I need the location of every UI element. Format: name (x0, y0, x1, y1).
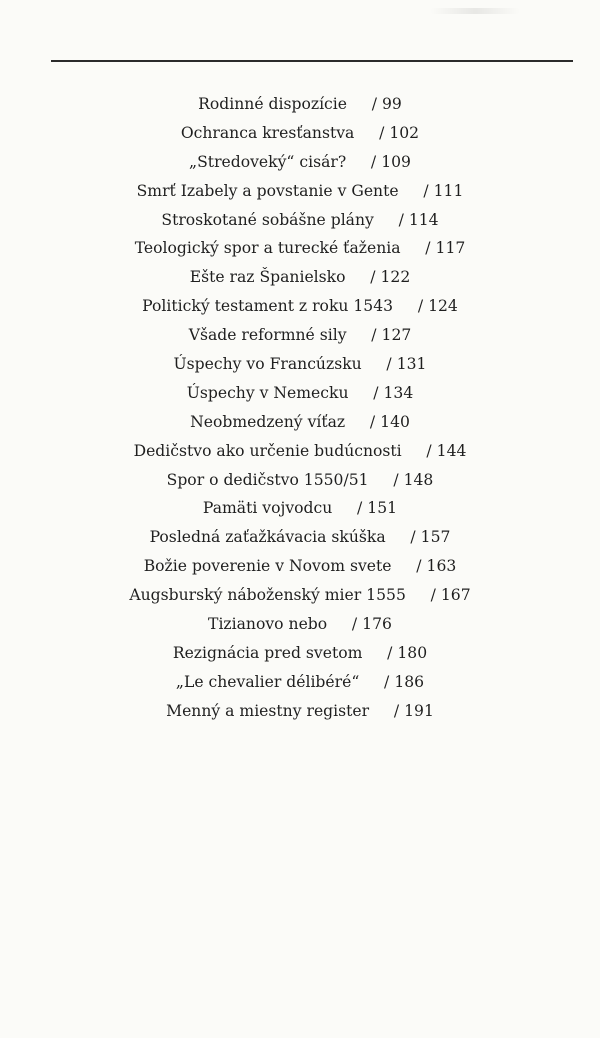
toc-separator: / (370, 152, 377, 171)
toc-page: 176 (362, 615, 392, 634)
toc-separator: / (357, 499, 363, 518)
toc-entry (0, 668, 600, 697)
toc-separator: / (370, 268, 376, 287)
table-of-contents (0, 90, 600, 726)
toc-title: Augsburský náboženský mier 1555 (129, 586, 406, 605)
toc-title: Neobmedzený víťaz (190, 412, 346, 431)
toc-entry (0, 494, 600, 523)
toc-page: 144 (436, 441, 467, 460)
toc-entry (0, 350, 600, 379)
toc-entry (0, 610, 600, 639)
toc-page: 109 (381, 152, 411, 171)
toc-page: 134 (383, 383, 414, 402)
toc-separator: / (379, 123, 385, 142)
page-edge-shadow (430, 8, 520, 14)
toc-separator: / (384, 672, 390, 691)
toc-separator: / (416, 557, 422, 576)
toc-page: 140 (380, 412, 410, 431)
toc-entry (0, 523, 600, 552)
toc-entry (0, 119, 600, 148)
toc-title: Tizianovo nebo (208, 615, 328, 634)
toc-entry (0, 90, 600, 119)
toc-page: 127 (381, 326, 412, 345)
toc-title: Božie poverenie v Novom svete (143, 557, 392, 576)
toc-entry (0, 177, 600, 206)
toc-title: Spor o dedičstvo 1550/51 (166, 470, 369, 489)
toc-separator: / (417, 297, 424, 316)
toc-page: 151 (367, 499, 398, 518)
toc-title: Smrť Izabely a povstanie v Gente (136, 181, 399, 200)
toc-page: 102 (389, 123, 420, 142)
toc-page: 114 (408, 210, 439, 229)
toc-separator: / (426, 441, 432, 460)
toc-entry (0, 148, 600, 177)
toc-entry (0, 408, 600, 437)
toc-separator: / (410, 528, 416, 547)
toc-title: Všade reformné sily (188, 326, 347, 345)
toc-page: 122 (380, 268, 411, 287)
toc-entry (0, 234, 600, 263)
toc-page: 111 (433, 181, 464, 200)
toc-entry (0, 581, 600, 610)
toc-entry (0, 437, 600, 466)
toc-separator: / (387, 643, 393, 662)
toc-page: 117 (435, 239, 466, 258)
toc-entry (0, 466, 600, 495)
toc-page: 148 (403, 470, 434, 489)
toc-entry (0, 697, 600, 726)
toc-title: „Stredoveký“ cisár? (189, 152, 347, 171)
toc-title: Teologický spor a turecké ťaženia (134, 239, 401, 258)
toc-separator: / (373, 383, 379, 402)
toc-title: Rezignácia pred svetom (172, 643, 363, 662)
toc-page: 167 (440, 586, 471, 605)
toc-separator: / (398, 210, 404, 229)
toc-page: 191 (404, 701, 434, 720)
toc-entry (0, 552, 600, 581)
toc-separator: / (393, 701, 400, 720)
toc-title: Rodinné dispozície (198, 95, 348, 113)
toc-page: 157 (420, 528, 451, 547)
toc-page: 180 (397, 643, 428, 662)
toc-page: 186 (394, 672, 425, 691)
toc-page: 124 (428, 297, 458, 316)
toc-page: 99 (382, 95, 402, 113)
toc-title: Ochranca kresťanstva (180, 123, 355, 142)
toc-separator: / (425, 239, 431, 258)
toc-title: Úspechy vo Francúzsku (173, 355, 362, 374)
toc-separator: / (386, 355, 392, 374)
toc-entry (0, 206, 600, 235)
toc-separator: / (423, 181, 429, 200)
toc-separator: / (351, 615, 358, 634)
toc-separator: / (371, 95, 378, 113)
toc-title: Menný a miestny register (166, 701, 370, 720)
toc-title: Stroskotané sobášne plány (161, 210, 374, 229)
toc-title: Posledná zaťažkávacia skúška (149, 528, 386, 547)
toc-title: „Le chevalier délibéré“ (175, 672, 360, 691)
toc-title: Politický testament z roku 1543 (142, 297, 394, 316)
toc-entry (0, 321, 600, 350)
toc-separator: / (393, 470, 399, 489)
header-rule (51, 60, 573, 62)
toc-separator: / (371, 326, 377, 345)
toc-title: Pamäti vojvodcu (202, 499, 333, 518)
toc-title: Úspechy v Nemecku (186, 383, 349, 402)
toc-page: 131 (396, 355, 427, 374)
toc-page: 163 (426, 557, 457, 576)
toc-entry (0, 263, 600, 292)
toc-entry (0, 639, 600, 668)
toc-separator: / (369, 412, 376, 431)
toc-title: Ešte raz Španielsko (189, 268, 346, 287)
toc-entry (0, 292, 600, 321)
toc-entry (0, 379, 600, 408)
toc-separator: / (430, 586, 436, 605)
toc-title: Dedičstvo ako určenie budúcnosti (133, 441, 402, 460)
